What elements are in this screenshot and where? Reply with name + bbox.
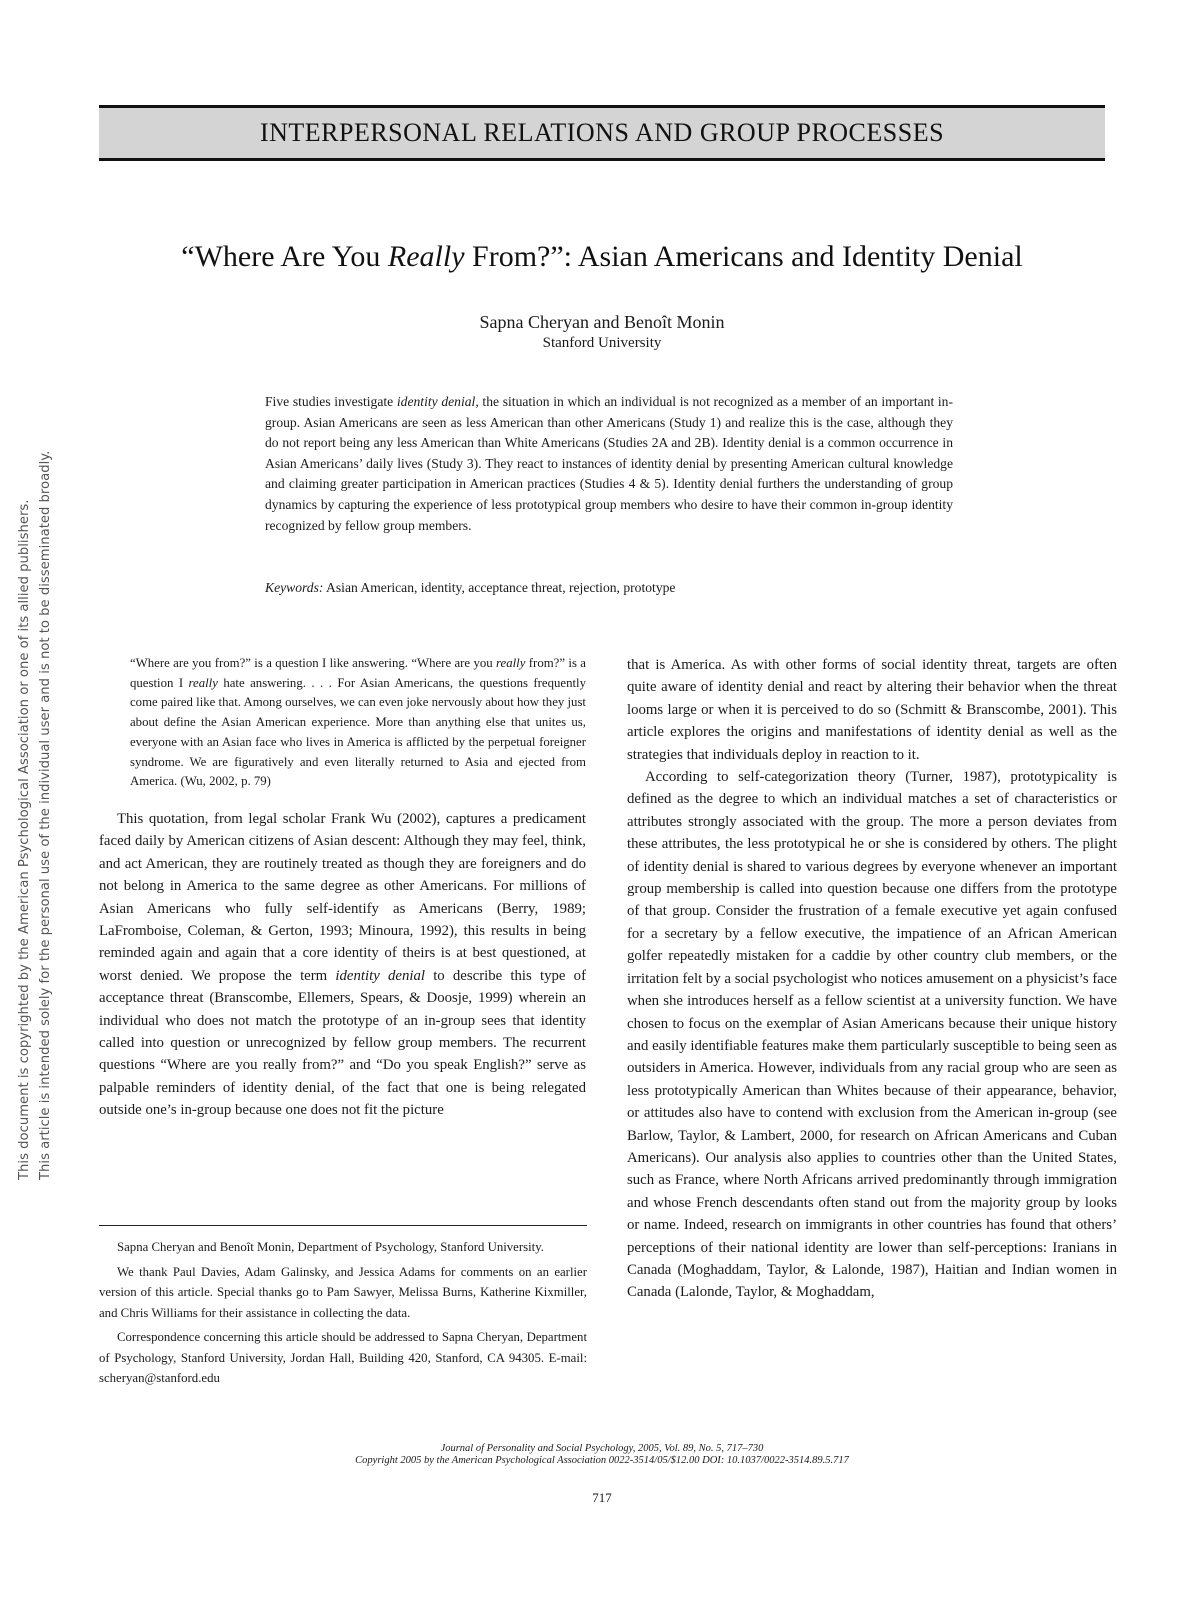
epigraph (130, 654, 586, 792)
footnote-acknowledgments: We thank Paul Davies, Adam Galinsky, and Jessica Adams for comments on an earlier version of this article. Special thanks go to Pam Sawyer, Melissa Burns, Katherine Kixmiller, and Chris Williams for their assistance in collecting the data. (99, 1264, 587, 1320)
author-note (99, 1237, 587, 1393)
left-column (99, 654, 586, 1122)
body-paragraph-2: According to self-categorization theory (Turner, 1987), prototypicality is defined as the degree to which an individual matches a set of characteristics or attributes strongly associated with the group. The more a person deviates from these attributes, the less prototypical he or she is considered by others. The plight of identity denial is shared to various degrees by everyone whenever an important group membership is called into question because one differs from the prototype of that group. Consider the frustration of a female executive yet again confused for a secretary by a fellow executive, the impatience of an African American golfer repeatedly mistaken for a caddie by other country club members, or the irritation felt by a social psychologist who notices amusement on a physicist’s face when she introduces herself as a fellow scientist at a university function. We have chosen to focus on the exemplar of Asian Americans because their unique history and easily identifiable features make them particularly susceptible to being seen as outsiders in America. However, individuals from any racial group who are seen as less prototypically American than Whites because of their appearance, behavior, or attitudes also have to contend with exclusion from the American in-group (see Barlow, Taylor, & Lambert, 2000, for research on African Americans and Cuban Americans). Our analysis also applies to countries other than the United States, such as France, where North Africans arrived predominantly through immigration and whose French descendants often stand out from the majority group by looks or name. Indeed, research on immigrants in other countries has found that others’ perceptions of their national identity are lower than self-perceptions: Iranians in Canada (Moghaddam, Taylor, & Lalonde, 1987), Haitian and Indian women in Canada (Lalonde, Taylor, & Moghaddam, (627, 769, 1117, 1301)
abstract-text: the situation in which an individual is not recognized as a member of an important in-group. Asian Americans are seen as less American than other Americans (Study 1) and realize this is the case, although they do not report being any less American than White Americans (Studies 2A and 2B). Identity denial is a common occurrence in Asian Americans’ daily lives (Study 3). They react to instances of identity denial by presenting American cultural knowledge and claiming greater participation in American practices (Studies 4 & 5). Identity denial furthers the understanding of group dynamics by capturing the experience of less prototypical group members who desire to have their common in-group identity recognized by fellow group members. (265, 394, 954, 533)
journal-info (99, 1443, 1105, 1467)
body-paragraph-1-continued: that is America. As with other forms of social identity threat, targets are often quite aware of identity denial and react by altering their behavior when the threat looms large or when it is perceived to do so (Schmitt & Branscombe, 2001). This article explores the origins and manifestations of identity denial as well as the strategies that individuals deploy in reaction to it. (627, 657, 1117, 763)
abstract-term: identity denial, (396, 394, 479, 409)
journal-citation: Journal of Personality and Social Psychology, 2005, Vol. 89, No. 5, 717–730 (440, 1443, 764, 1454)
abstract-lead: Five studies investigate (265, 394, 397, 409)
copyright-side-notice (14, 420, 56, 1180)
footnote-affiliation: Sapna Cheryan and Benoît Monin, Department of Psychology, Stanford University. (117, 1240, 544, 1254)
page-number: 717 (592, 1490, 612, 1505)
epigraph-emphasis-1: really (496, 656, 526, 670)
abstract (265, 392, 953, 536)
right-column (627, 654, 1117, 1304)
keywords-label: Keywords: (265, 580, 324, 595)
title-suffix: From?”: Asian Americans and Identity Denial (464, 240, 1023, 273)
body-paragraph-1 (99, 808, 586, 1122)
keywords (265, 578, 953, 598)
body-paragraph-1-a: This quotation, from legal scholar Frank Wu (2002), captures a predicament faced daily by American citizens of Asian descent: Although they may feel, think, and act American, they are routinely treated as though they are foreigners and do not belong in America to the same degree as other Americans. For millions of Asian Americans who fully self-identify as Americans (Berry, 1989; LaFromboise, Coleman, & Gerton, 1993; Minoura, 1992), this results in being reminded again and again that a core identity of theirs is at best questioned, at worst denied. We propose the term (99, 810, 586, 984)
affiliation: Stanford University (542, 335, 662, 351)
epigraph-part-3: hate answering. . . . For Asian Americans, the questions frequently come paired like that. Among ourselves, we can even joke nervously about how they just about define the Asian American experience. More than anything else that unites us, everyone with an Asian face who lives in America is afflicted by the perpetual foreigner syndrome. We are figuratively and even literally returned to Asia and ejected from America. (Wu, 2002, p. 79) (130, 675, 586, 789)
title-prefix: “Where Are You (181, 240, 388, 273)
body-paragraph-1-b: to describe this type of acceptance threat (Branscombe, Ellemers, Spears, & Doosje, 1999) wherein an individual who does not match the prototype of an in-group sees that identity called into question or unrecognized by fellow group members. The recurrent questions “Where are you really from?” and “Do you speak English?” serve as palpable reminders of identity denial, of the fact that one is being relegated outside one’s in-group because one does not fit the picture (99, 967, 587, 1119)
section-header (99, 105, 1105, 161)
footnote-correspondence: Correspondence concerning this article should be addressed to Sapna Cheryan, Department of Psychology, Stanford University, Jordan Hall, Building 420, Stanford, CA 94305. E-mail: scheryan@stanford.edu (99, 1330, 587, 1385)
epigraph-part-1: “Where are you from?” is a question I like answering. “Where are you (130, 656, 497, 670)
title-emphasis: Really (387, 240, 465, 273)
section-header-text: INTERPERSONAL RELATIONS AND GROUP PROCESSES (259, 118, 945, 147)
authors: Sapna Cheryan and Benoît Monin (479, 312, 725, 332)
footnote-rule (99, 1225, 587, 1226)
epigraph-part-2: from?” is a question I (130, 656, 586, 690)
copyright-line: Copyright 2005 by the American Psychological Association 0022-3514/05/$12.00 DOI: 10.1037/0022-3514.89.5.717 (355, 1455, 849, 1466)
epigraph-emphasis-2: really (188, 675, 218, 690)
article-title (99, 240, 1105, 274)
side-notice-line-2: This article is intended solely for the personal use of the individual user and is not to be disseminated broadly. (38, 450, 53, 1180)
body-term-identity-denial: identity denial (335, 967, 425, 984)
side-notice-line-1: This document is copyrighted by the American Psychological Association or one of its allied publishers. (17, 499, 32, 1180)
keywords-text: Asian American, identity, acceptance threat, rejection, prototype (323, 580, 676, 595)
